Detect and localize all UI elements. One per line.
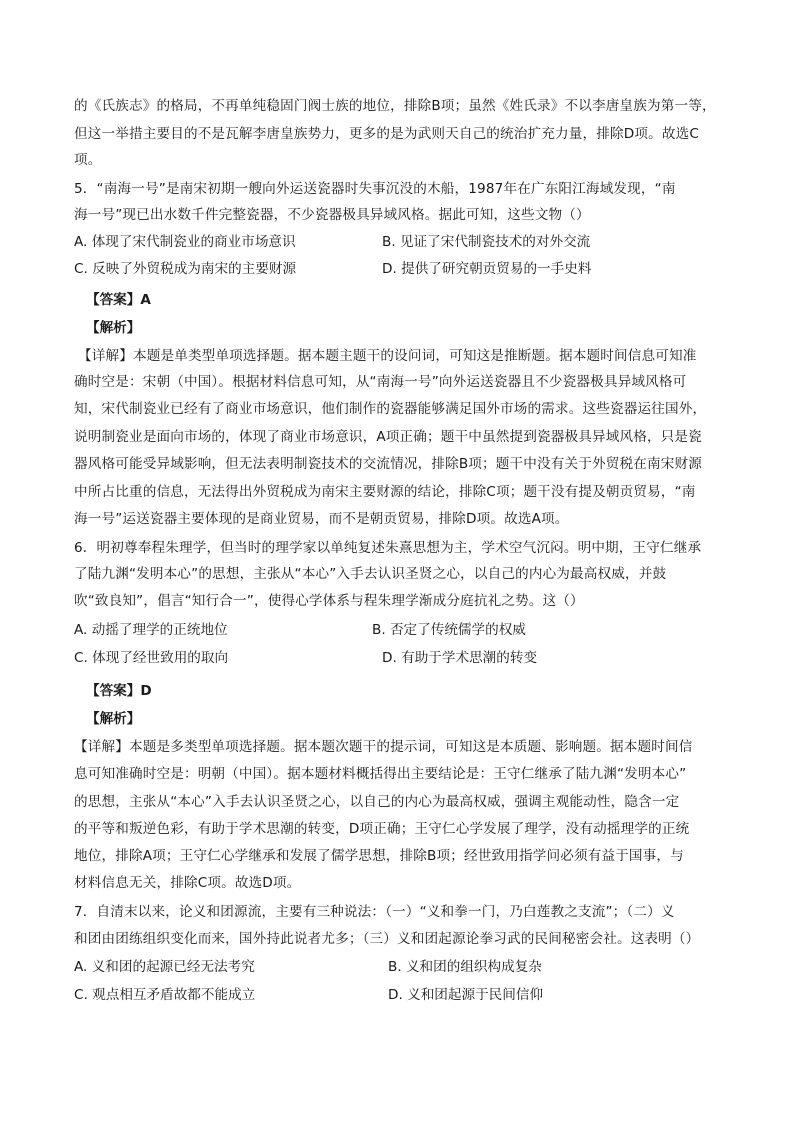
q7-stem-line: 和团由团练组织变化而来，国外持此说者尤多；（三）义和团起源论拳习武的民间秘密会社。这表明（）	[74, 931, 700, 947]
q6-answer: 【答案】D	[86, 683, 152, 699]
q6-detail-line: 的平等和叛逆色彩，有助于学术思潮的转变，D项正确；王守仁心学发展了理学，没有动摇理学的正统	[74, 821, 690, 837]
q5-analysis-label: 【解析】	[86, 320, 141, 336]
q5-detail-line: 知，宋代制瓷业已经有了商业市场意识，他们制作的瓷器能够满足国外市场的需求。这些瓷器运往国外，	[74, 401, 707, 417]
q5-stem-line: 海一号”现已出水数千件完整瓷器，不少瓷器极具异域风格。据此可知，这些文物（）	[74, 207, 590, 223]
q5-detail-line: 说明制瓷业是面向市场的，体现了商业市场意识，A项正确；题干中虽然提到瓷器极具异域风格，只是瓷	[74, 429, 702, 445]
q6-option-b: B. 否定了传统儒学的权威	[372, 622, 526, 638]
q5-option-a: A. 体现了宋代制瓷业的商业市场意识	[74, 234, 296, 250]
q5-option-c: C. 反映了外贸税成为南宋的主要财源	[74, 261, 297, 277]
q5-detail-line: 中所占比重的信息，无法得出外贸税成为南宋主要财源的结论，排除C项；题干没有提及朝贡贸易，“南	[74, 484, 696, 500]
q7-option-a: A. 义和团的起源已经无法考究	[74, 959, 255, 975]
q6-stem-line: 6．明初尊奉程朱理学，但当时的理学家以单纯复述朱熹思想为主，学术空气沉闷。明中期，王守仁继承	[74, 540, 702, 556]
q6-detail-line: 地位，排除A项；王守仁心学继承和发展了儒学思想，排除B项；经世致用指学问必须有益于国事，与	[74, 848, 684, 864]
q6-stem-line: 吹“致良知”，倡言“知行合一”，使得心学体系与程朱理学渐成分庭抗礼之势。这（）	[74, 593, 584, 609]
q6-option-d: D. 有助于学术思潮的转变	[382, 650, 538, 666]
q6-detail-line: 材料信息无关，排除C项。故选D项。	[74, 875, 301, 891]
q5-detail-line: 确时空是：宋朝（中国）。根据材料信息可知，从“南海一号”向外运送瓷器且不少瓷器极具异域风格可	[74, 374, 687, 390]
intro-line: 的《氏族志》的格局，不再单纯稳固门阀士族的地位，排除B项；虽然《姓氏录》不以李唐皇族为第一等，	[74, 98, 716, 114]
q6-option-c: C. 体现了经世致用的取向	[74, 650, 229, 666]
q6-detail-line: 的思想，主张从“本心”入手去认识圣贤之心，以自己的内心为最高权威，强调主观能动性，隐含一定	[74, 794, 680, 810]
q6-stem-line: 了陆九渊“发明本心”的思想，主张从“本心”入手去认识圣贤之心，以自己的内心为最高权威，并鼓	[74, 566, 667, 582]
q6-detail-line: 息可知准确时空是：明朝（中国）。据本题材料概括得出主要结论是：王守仁继承了陆九渊“发明本心”	[74, 766, 687, 782]
q7-option-d: D. 义和团起源于民间信仰	[388, 987, 544, 1003]
q5-detail-line: 器风格可能受异域影响，但无法表明制瓷技术的交流情况，排除B项；题干中没有关于外贸税在南宋财源	[74, 456, 702, 472]
q7-stem-line: 7．自清末以来，论义和团源流，主要有三种说法：（一）“义和拳一门，乃白莲教之支流”；（二）义	[74, 904, 675, 920]
q6-detail-line: 【详解】本题是多类型单项选择题。据本题次题干的提示词，可知这是本质题、影响题。据本题时间信	[74, 739, 693, 755]
q5-option-b: B. 见证了宋代制瓷技术的对外交流	[382, 234, 591, 250]
q5-answer: 【答案】A	[86, 292, 151, 308]
q6-option-a: A. 动摇了理学的正统地位	[74, 622, 228, 638]
q5-detail-line: 【详解】本题是单类型单项选择题。据本题主题干的设问词，可知这是推断题。据本题时间信息可知准	[78, 348, 697, 364]
q5-stem-line: 5．“南海一号”是南宋初期一艘向外运送瓷器时失事沉没的木船，1987年在广东阳江海域发现，“南	[74, 181, 676, 197]
intro-line: 但这一举措主要目的不是瓦解李唐皇族势力，更多的是为武则天自己的统治扩充力量，排除D项。故选C	[74, 126, 699, 142]
q5-detail-line: 海一号”运送瓷器主要体现的是商业贸易，而不是朝贡贸易，排除D项。故选A项。	[74, 511, 569, 527]
q5-option-d: D. 提供了研究朝贡贸易的一手史料	[382, 261, 592, 277]
q7-option-b: B. 义和团的组织构成复杂	[388, 959, 542, 975]
intro-line: 项。	[74, 152, 102, 168]
q6-analysis-label: 【解析】	[86, 711, 141, 727]
q7-option-c: C. 观点相互矛盾故都不能成立	[74, 987, 256, 1003]
